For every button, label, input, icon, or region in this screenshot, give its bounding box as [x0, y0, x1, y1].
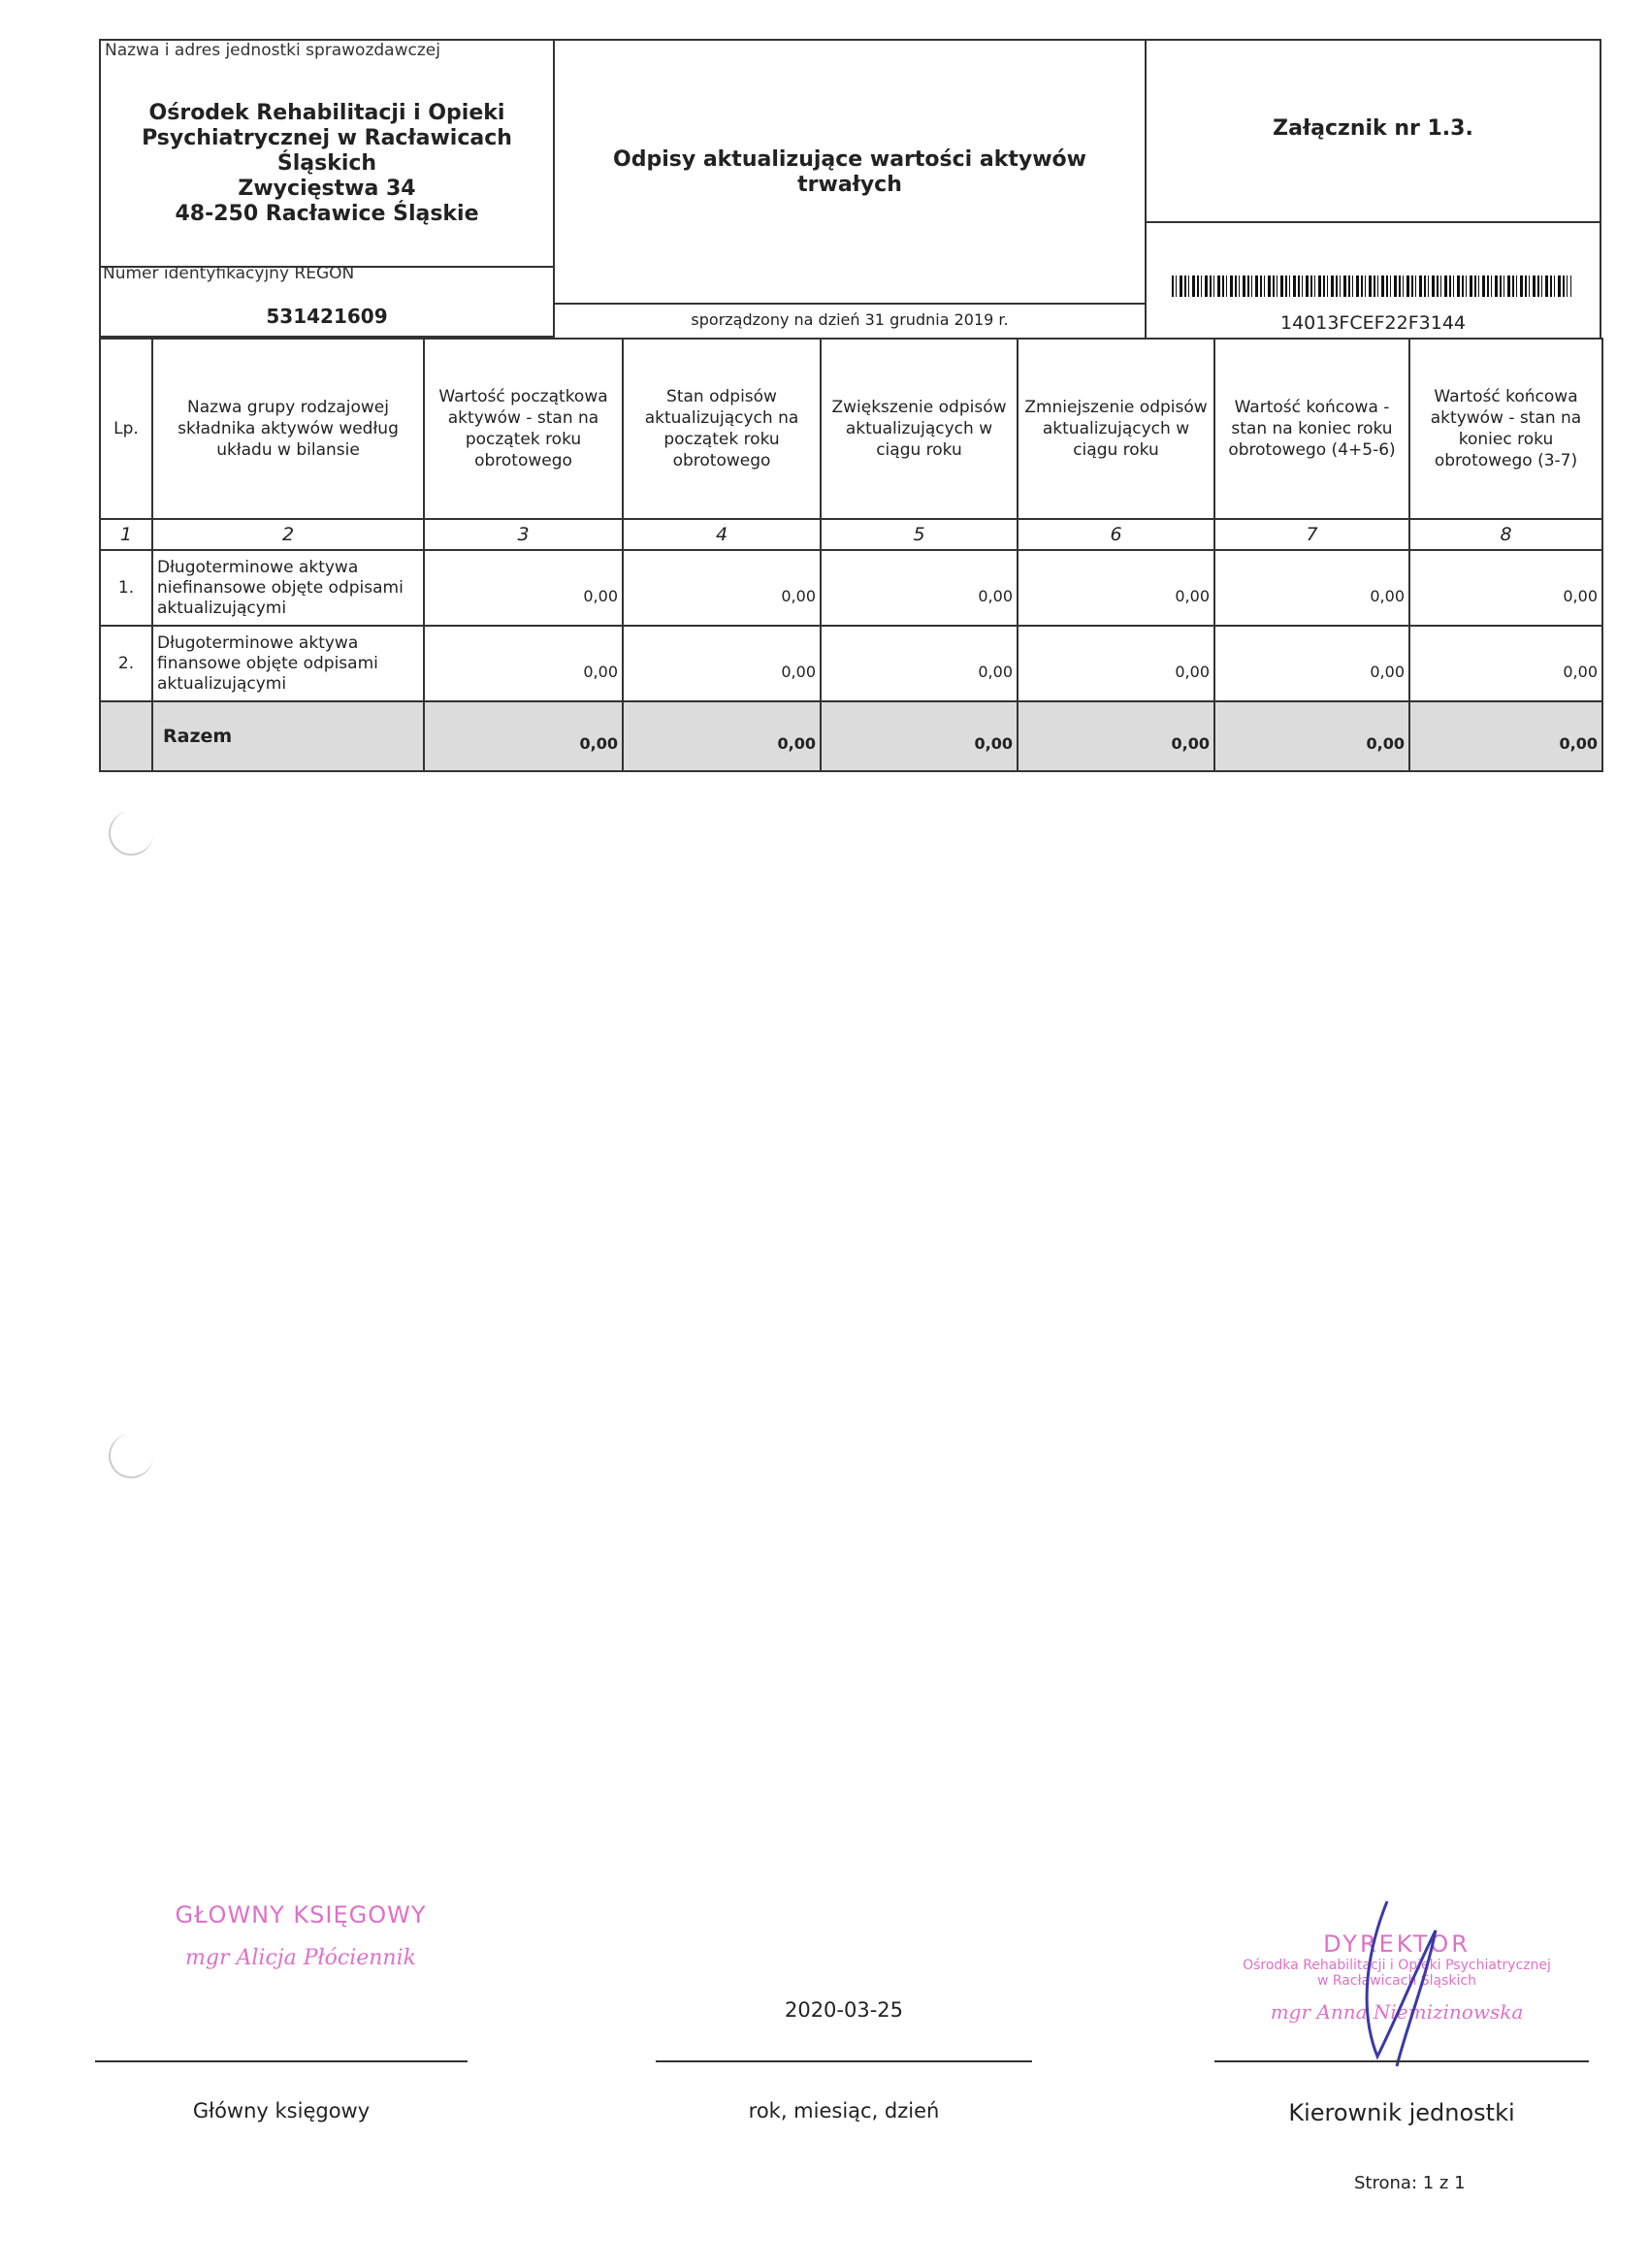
chief-accountant-stamp — [146, 1901, 456, 1970]
total-value: 0,00 — [424, 701, 623, 771]
col-header: Lp. — [100, 339, 152, 519]
header-row — [100, 339, 1602, 519]
column-number-row — [100, 519, 1602, 550]
regon-number: 531421609 — [266, 305, 388, 328]
stamp-line: w Racławicach Śląskich — [1316, 1973, 1476, 1989]
col-header: Zmniejszenie odpisów aktualizujących w ciągu roku — [1018, 339, 1214, 519]
title-line: trwałych — [797, 173, 902, 197]
row-value: 0,00 — [1018, 626, 1214, 701]
report-title — [555, 147, 1145, 198]
entity-line: Zwycięstwa 34 — [238, 177, 416, 201]
punch-hole-mark — [109, 811, 153, 856]
col-number: 2 — [152, 519, 424, 550]
row-lp: 1. — [100, 550, 152, 626]
stamp-title: DYREKTOR — [1323, 1930, 1471, 1958]
col-header: Wartość końcowa aktywów - stan na koniec roku obrotowego (3-7) — [1409, 339, 1602, 519]
prepared-date: sporządzony na dzień 31 grudnia 2019 r. — [691, 310, 1009, 329]
row-value: 0,00 — [623, 550, 821, 626]
total-value: 0,00 — [623, 701, 821, 771]
total-value: 0,00 — [1409, 701, 1602, 771]
signature-line-left — [95, 2060, 468, 2062]
total-row — [100, 701, 1602, 771]
page-number: Strona: 1 z 1 — [1354, 2173, 1466, 2193]
table-row — [100, 550, 1602, 626]
col-number: 1 — [100, 519, 152, 550]
row-value: 0,00 — [1214, 626, 1409, 701]
col-header: Stan odpisów aktualizujących na początek roku obrotowego — [623, 339, 821, 519]
entity-line: Ośrodek Rehabilitacji i Opieki — [148, 101, 505, 125]
row-value: 0,00 — [1018, 550, 1214, 626]
col-number: 5 — [821, 519, 1018, 550]
row-value: 0,00 — [1409, 626, 1602, 701]
stamp-title: GŁOWNY KSIĘGOWY — [175, 1901, 427, 1928]
col-number: 7 — [1214, 519, 1409, 550]
signing-date: 2020-03-25 — [784, 1998, 904, 2022]
total-value: 0,00 — [1214, 701, 1409, 771]
total-lp-cell — [100, 701, 152, 771]
row-name: Długoterminowe aktywa niefinansowe objęte odpisami aktualizującymi — [152, 550, 424, 626]
handwritten-signature — [1348, 1892, 1465, 2076]
stamp-name: mgr Alicja Płóciennik — [185, 1946, 416, 1970]
row-value: 0,00 — [821, 550, 1018, 626]
entity-line: 48-250 Racławice Śląskie — [175, 202, 479, 226]
entity-name — [99, 101, 555, 227]
total-label: Razem — [152, 701, 424, 771]
stamp-name: mgr Anna Niemizinowska — [1270, 2000, 1524, 2024]
col-header: Wartość początkowa aktywów - stan na początek roku obrotowego — [424, 339, 623, 519]
row-value: 0,00 — [821, 626, 1018, 701]
row-name: Długoterminowe aktywa finansowe objęte odpisami aktualizującymi — [152, 626, 424, 701]
signature-line-center — [656, 2060, 1032, 2062]
write-downs-table — [99, 338, 1603, 772]
entity-line: Psychiatrycznej w Racławicach — [142, 126, 512, 150]
total-value: 0,00 — [821, 701, 1018, 771]
entity-label: Nazwa i adres jednostki sprawozdawczej — [105, 41, 440, 60]
row-lp: 2. — [100, 626, 152, 701]
col-header: Nazwa grupy rodzajowej składnika aktywów według układu w bilansie — [152, 339, 424, 519]
director-caption: Kierownik jednostki — [1288, 2099, 1515, 2126]
attachment-number: Załącznik nr 1.3. — [1273, 116, 1473, 141]
col-number: 4 — [623, 519, 821, 550]
entity-line: Śląskich — [276, 151, 377, 176]
col-header: Zwiększenie odpisów aktualizujących w ciągu roku — [821, 339, 1018, 519]
row-value: 0,00 — [623, 626, 821, 701]
date-caption: rok, miesiąc, dzień — [748, 2099, 940, 2122]
col-number: 3 — [424, 519, 623, 550]
row-value: 0,00 — [1409, 550, 1602, 626]
col-header: Wartość końcowa - stan na koniec roku obrotowego (4+5-6) — [1214, 339, 1409, 519]
barcode — [1172, 275, 1571, 297]
col-number: 8 — [1409, 519, 1602, 550]
row-value: 0,00 — [424, 626, 623, 701]
punch-hole-mark — [109, 1434, 153, 1478]
row-value: 0,00 — [424, 550, 623, 626]
total-value: 0,00 — [1018, 701, 1214, 771]
signature-line-right — [1214, 2060, 1589, 2062]
row-value: 0,00 — [1214, 550, 1409, 626]
col-number: 6 — [1018, 519, 1214, 550]
regon-label: Numer identyfikacyjny REGON — [103, 264, 355, 283]
stamp-line: Ośrodka Rehabilitacji i Opieki Psychiatrycznej — [1243, 1958, 1551, 1973]
barcode-text: 14013FCEF22F3144 — [1279, 312, 1467, 334]
table-row — [100, 626, 1602, 701]
chief-accountant-caption: Główny księgowy — [192, 2099, 371, 2122]
title-line: Odpisy aktualizujące wartości aktywów — [613, 147, 1086, 172]
